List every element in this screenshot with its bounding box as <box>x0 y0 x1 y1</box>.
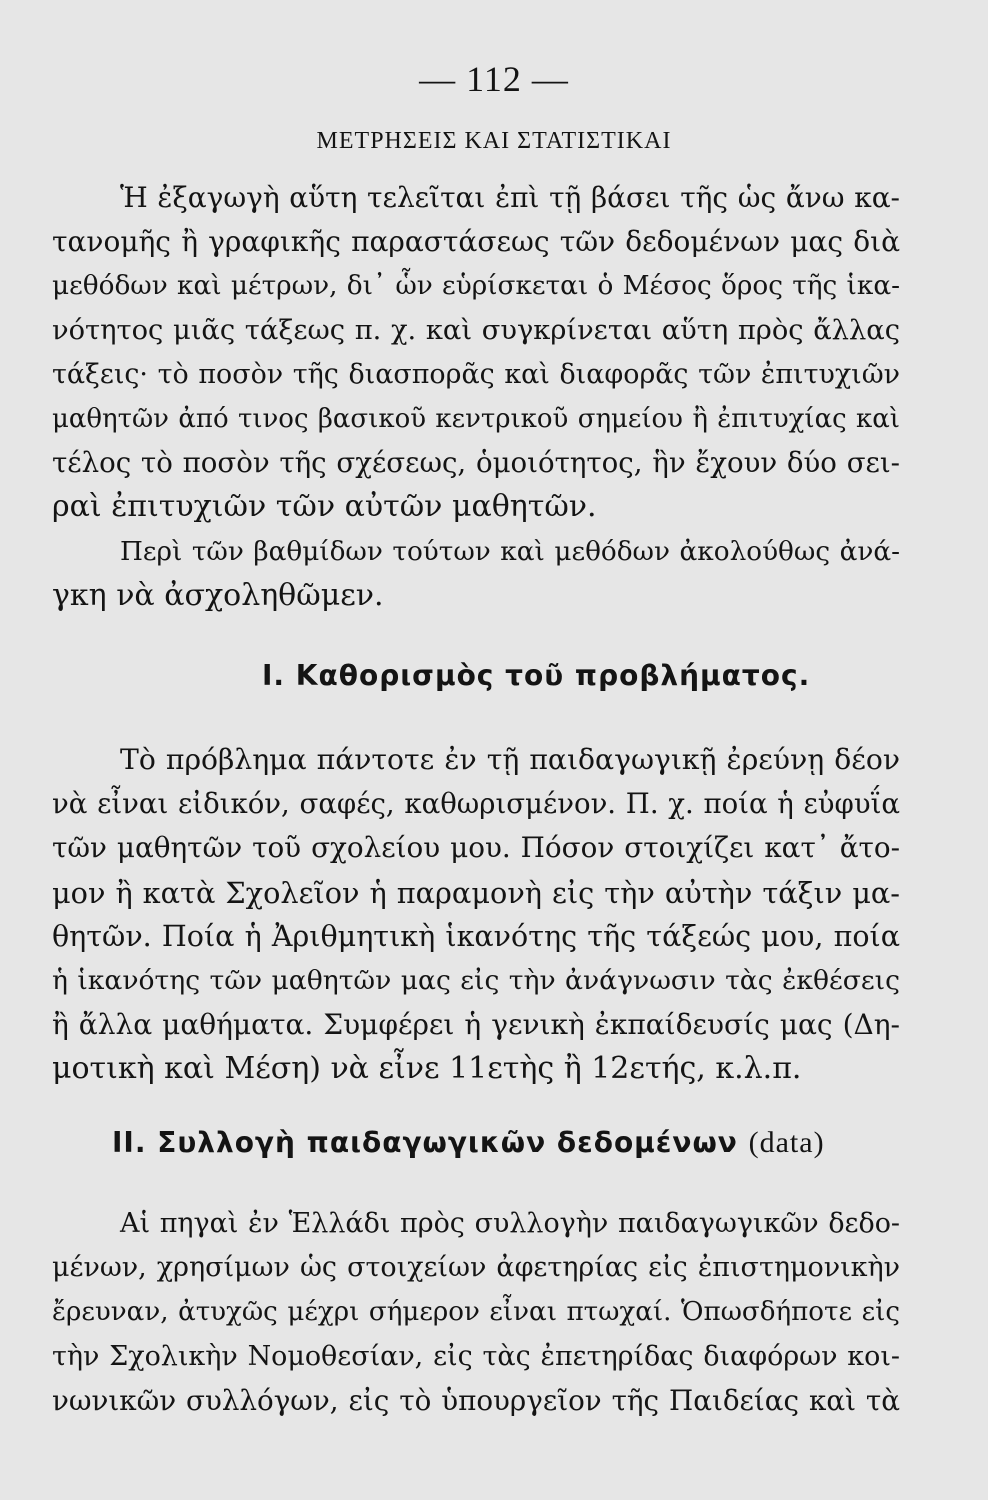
paragraph-line: Περὶ τῶν βαθμίδων τούτων καὶ μεθόδων ἀκολούθως ἀνά- <box>120 537 900 567</box>
section-heading-1: Ι. Καθορισμὸς τοῦ προβλήματος. <box>262 659 811 692</box>
paragraph-line: Αἱ πηγαὶ ἐν Ἑλλάδι πρὸς συλλογὴν παιδαγωγικῶν δεδο- <box>120 1208 900 1239</box>
paragraph-line: ἡ ἱκανότης τῶν μαθητῶν μας εἰς τὴν ἀνάγνωσιν τὰς ἐκθέσεις <box>52 964 900 996</box>
paragraph-line: Ἡ ἐξαγωγὴ αὕτη τελεῖται ἐπὶ τῇ βάσει τῆς ὡς ἄνω κα- <box>120 181 900 214</box>
paragraph-line: τάξεις· τὸ ποσὸν τῆς διασπορᾶς καὶ διαφορᾶς τῶν ἐπιτυχιῶν <box>52 358 900 390</box>
paragraph-line: τὴν Σχολικὴν Νομοθεσίαν, εἰς τὰς ἐπετηρίδας διαφόρων κοι- <box>52 1340 900 1372</box>
paragraph-line: γκη νὰ ἀσχοληθῶμεν. <box>52 578 384 614</box>
paragraph-line: θητῶν. Ποία ἡ Ἀριθμητικὴ ἱκανότης τῆς τάξεώς μου, ποία <box>52 919 900 953</box>
section-heading-2-text: ΙΙ. Συλλογὴ παιδαγωγικῶν δεδομένων <box>112 1126 738 1159</box>
paragraph-line: νωνικῶν συλλόγων, εἰς τὸ ὑπουργεῖον τῆς Παιδείας καὶ τὰ <box>52 1383 900 1417</box>
paragraph-line: τανομῆς ἢ γραφικῆς παραστάσεως τῶν δεδομένων μας διὰ <box>52 225 900 259</box>
paragraph-line: νότητος μιᾶς τάξεως π. χ. καὶ συγκρίνεται αὕτη πρὸς ἄλλας <box>52 314 900 346</box>
paragraph-line: τῶν μαθητῶν τοῦ σχολείου μου. Πόσον στοιχίζει κατ᾽ ἄτο- <box>52 831 900 865</box>
paragraph-4 <box>52 1202 900 1423</box>
page-number: — 112 — <box>419 59 569 99</box>
section-heading-2 <box>112 1123 825 1163</box>
paragraph-line: μον ἢ κατὰ Σχολεῖον ἡ παραμονὴ εἰς τὴν αὐτὴν τάξιν μα- <box>52 875 900 910</box>
paragraph-line: ἢ ἄλλα μαθήματα. Συμφέρει ἡ γενικὴ ἐκπαίδευσίς μας (Δη- <box>52 1008 900 1042</box>
section-heading-2-suffix: (data) <box>748 1126 825 1159</box>
paragraph-3 <box>52 738 900 1092</box>
paragraph-1 <box>52 176 900 530</box>
paragraph-line: τέλος τὸ ποσὸν τῆς σχέσεως, ὁμοιότητος, ἣν ἔχουν δύο σει- <box>52 446 900 480</box>
paragraph-line: μαθητῶν ἀπό τινος βασικοῦ κεντρικοῦ σημείου ἢ ἐπιτυχίας καὶ <box>52 403 900 434</box>
paragraph-line: μοτικὴ καὶ Μέση) νὰ εἶνε 11ετὴς ἢ 12ετής, κ.λ.π. <box>52 1051 802 1087</box>
paragraph-line: νὰ εἶναι εἰδικόν, σαφές, καθωρισμένον. Π. χ. ποία ἡ εὐφυΐα <box>52 788 900 821</box>
paragraph-line: μεθόδων καὶ μέτρων, δι᾽ ὧν εὑρίσκεται ὁ Μέσος ὅρος τῆς ἱκα- <box>52 271 900 302</box>
paragraph-line: μένων, χρησίμων ὡς στοιχείων ἀφετηρίας εἰς ἐπιστημονικὴν <box>52 1252 900 1284</box>
paragraph-line: ραὶ ἐπιτυχιῶν τῶν αὐτῶν μαθητῶν. <box>52 489 597 525</box>
paragraph-line: ἔρευναν, ἀτυχῶς μέχρι σήμερον εἶναι πτωχαί. Ὁπωσδήποτε εἰς <box>52 1297 900 1328</box>
paragraph-2 <box>52 530 900 618</box>
paragraph-line: Τὸ πρόβλημα πάντοτε ἐν τῇ παιδαγωγικῇ ἐρεύνῃ δέον <box>120 743 900 776</box>
running-title: ΜΕΤΡΗΣΕΙΣ ΚΑΙ ΣΤΑΤΙΣΤΙΚΑΙ <box>316 128 672 154</box>
